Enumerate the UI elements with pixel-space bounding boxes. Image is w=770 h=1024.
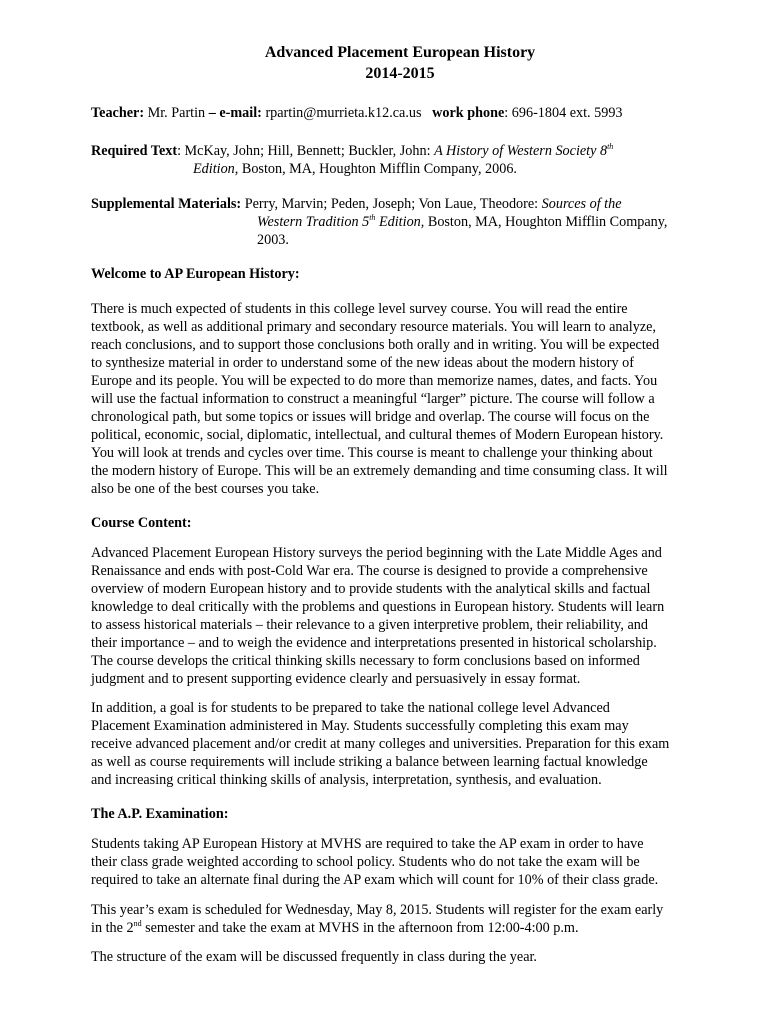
supplemental-publisher: Boston, MA, Houghton Mifflin Company, [424,214,668,230]
semester-text: in the 2 [91,920,134,936]
course-content-heading: Course Content: [91,515,192,531]
paragraph-line: receive advanced placement and/or credit at many colleges and universities. Preparation for this exam [91,736,670,752]
ap-exam-paragraph-3: The structure of the exam will be discussed frequently in class during the year. [91,949,537,965]
paragraph-line: required to take an alternate final during the AP exam which will count for 10% of their class grade. [91,872,659,888]
supplemental-line-3: 2003. [257,232,289,248]
required-text-publisher: Boston, MA, Houghton Mifflin Company, 2006. [238,161,517,177]
paragraph-line: The course develops the critical thinking skills necessary to form conclusions based on informed [91,653,640,669]
paragraph-line: This year’s exam is scheduled for Wednesday, May 8, 2015. Students will register for the exam early [91,902,664,918]
paragraph-line [91,919,713,937]
teacher-name: Mr. Partin [144,105,209,121]
paragraph-line: Students taking AP European History at MVHS are required to take the AP exam in order to have [91,836,644,852]
paragraph-line: textbook, as well as additional primary and secondary resource materials. You will learn to analyze, [91,319,656,335]
welcome-heading: Welcome to AP European History: [91,266,300,282]
paragraph-line: the modern history of Europe. This will be an extremely demanding and time consuming class. It will [91,463,668,479]
teacher-email: rpartin@murrieta.k12.ca.us [261,105,422,121]
paragraph-line: their class grade weighted according to school policy. Students who do not take the exam will be [91,854,640,870]
paragraph-line: Advanced Placement European History surveys the period beginning with the Late Middle Ages and [91,545,662,561]
required-text-authors: : McKay, John; Hill, Bennett; Buckler, John: [177,143,435,159]
supplemental-authors: Perry, Marvin; Peden, Joseph; Von Laue, Theodore: [241,196,542,212]
required-text-label: Required Text [91,143,178,159]
paragraph-line: knowledge to deal critically with the problems and questions in European history. Students will learn [91,599,665,615]
supplemental-book-title: Sources of the [541,196,622,212]
teacher-label: Teacher: [91,105,145,121]
exam-schedule-text: semester and take the exam at MVHS in the afternoon from 12:00-4:00 p.m. [141,920,579,936]
paragraph-line: judgment and to present supporting evidence clearly and persuasively in essay format. [91,671,581,687]
paragraph-line: Renaissance and ends with post-Cold War era. The course is designed to provide a comprehensive [91,563,648,579]
ap-exam-paragraph-1 [91,835,713,889]
paragraph-line: political, economic, social, diplomatic, intellectual, and cultural themes of Modern European history. [91,427,664,443]
supplemental-label: Supplemental Materials: [91,196,242,212]
required-text-edition: Edition, [193,161,239,177]
semester-sup: nd [133,919,142,928]
ap-exam-paragraph-2 [91,901,713,937]
email-label: – e-mail: [208,105,262,121]
course-content-paragraph-1 [91,544,713,688]
paragraph-line: their importance – and to weigh the evidence and interpretations presented in historical scholarship. [91,635,657,651]
paragraph-line: In addition, a goal is for students to be prepared to take the national college level Advanced [91,700,610,716]
supplemental-line-1 [91,195,622,213]
teacher-line [91,104,623,122]
paragraph-line: will use the factual information to construct a meaningful “larger” picture. The course will follow a [91,391,655,407]
ap-exam-heading: The A.P. Examination: [91,806,229,822]
page-title: Advanced Placement European History [264,44,536,61]
phone-label: work phone [432,105,505,121]
paragraph-line: to assess historical materials – their relevance to a given interpretive problem, their reliability, and [91,617,648,633]
supplemental-book-title-cont: Western Tradition 5 [257,214,370,230]
paragraph-line: also be one of the best courses you take. [91,481,320,497]
paragraph-line: Placement Examination administered in May. Students successfully completing this exam may [91,718,629,734]
paragraph-line: There is much expected of students in this college level survey course. You will read the entire [91,301,628,317]
required-text-sup: th [607,142,614,151]
required-text-line-2 [193,160,517,178]
supplemental-line-2 [257,213,667,231]
supplemental-sup: th [369,213,376,222]
paragraph-line: overview of modern European history and to provide students with the analytical skills and factual [91,581,651,597]
required-text-book-title: A History of Western Society 8 [434,143,608,159]
paragraph-line: to synthesize material in order to understand some of the new ideas about the modern history of [91,355,634,371]
paragraph-line: as well as course requirements will include striking a balance between learning factual knowledge [91,754,648,770]
welcome-paragraph [91,300,713,498]
paragraph-line: You will look at trends and cycles over time. This course is meant to challenge your thinking about [91,445,653,461]
page-subtitle-year: 2014-2015 [365,65,435,82]
teacher-phone: : 696-1804 ext. 5993 [504,105,623,121]
required-text-line-1 [91,142,613,160]
supplemental-edition: Edition, [375,214,425,230]
course-content-paragraph-2 [91,699,713,789]
paragraph-line: and increasing critical thinking skills of analysis, interpretation, synthesis, and evaluation. [91,772,602,788]
paragraph-line: chronological path, but some topics or issues will bridge and overlap. The course will focus on the [91,409,650,425]
paragraph-line: reach conclusions, and to support those conclusions both orally and in writing. You will be expected [91,337,660,353]
paragraph-line: Europe and its people. You will be expected to do more than memorize names, dates, and facts. You [91,373,658,389]
